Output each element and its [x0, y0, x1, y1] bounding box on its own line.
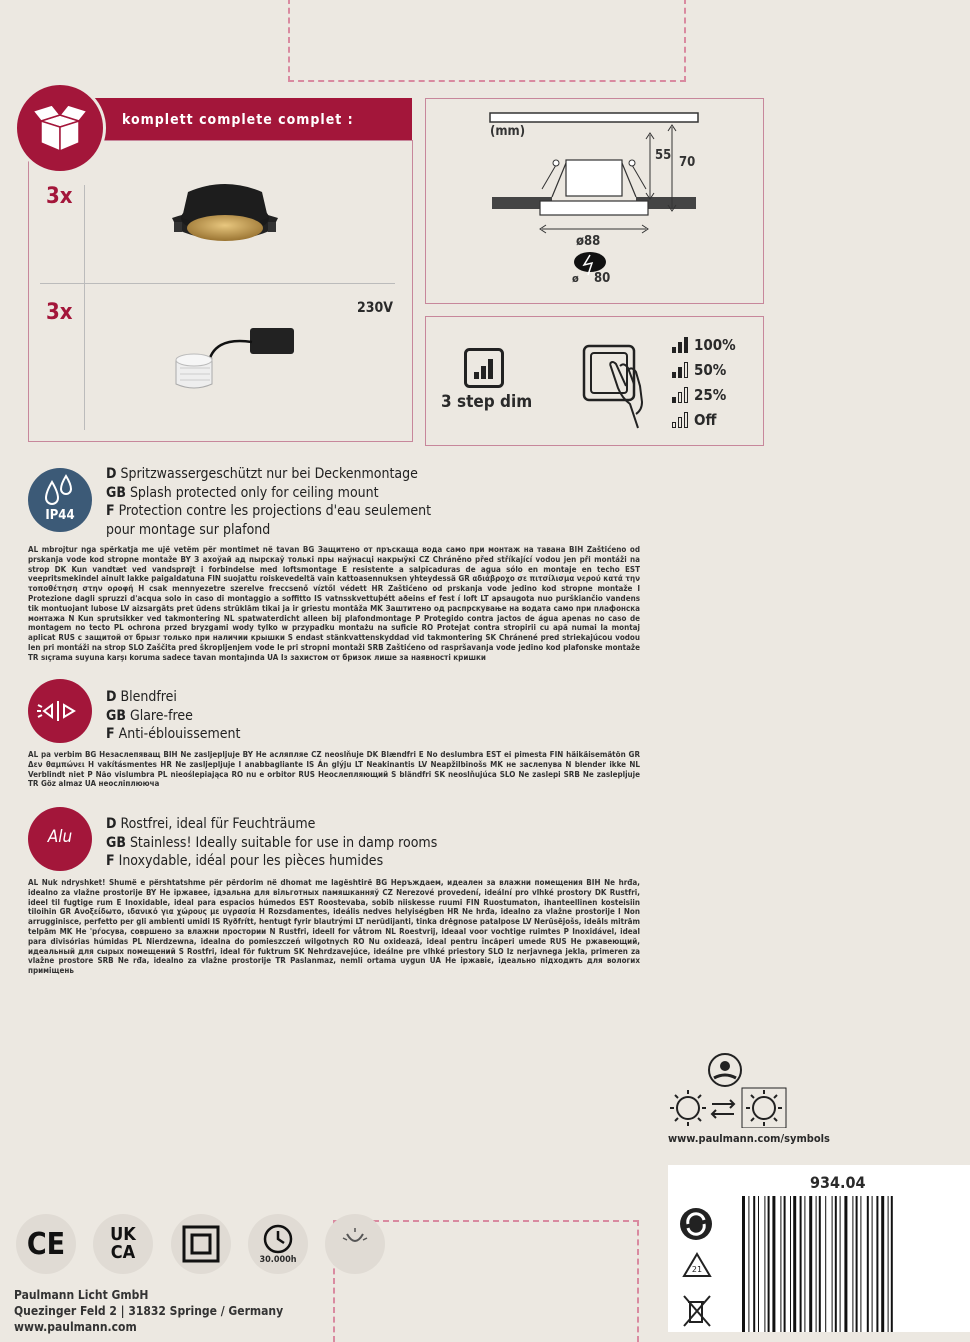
barcode-bar [876, 1196, 878, 1332]
feature-line: D Rostfrei, ideal für Feuchträume [106, 816, 316, 832]
barcode-bar [784, 1196, 786, 1332]
barcode-bar [872, 1196, 873, 1332]
barcode-bar [809, 1196, 812, 1332]
feature-line: GB Stainless! Ideally suitable for use in damp rooms [106, 834, 438, 851]
barcode-bar [825, 1196, 826, 1332]
barcode-bar [840, 1196, 841, 1332]
barcode-bar [832, 1196, 833, 1332]
recycle-pap21-icon [680, 1250, 714, 1288]
feature-glare-text [106, 688, 240, 744]
dim-level-25 [672, 386, 726, 404]
barcode-bar [852, 1196, 853, 1332]
barcode-bar [867, 1196, 869, 1332]
feature-line: F Inoxydable, idéal pour les pièces humides [106, 853, 384, 869]
article-number: 934.04 [810, 1173, 866, 1192]
feature-alu-translations: AL Nuk ndryshket! Shumë e përshtatshme për përdorim në dhomat me lagështirë BG Неръждаем, идеален за влажни помещения BIH Ne hrđa, idealno za vlažne prostorije BY Не іржавее, ідэальна для вільготных памяшканняў CZ Nerezové provedení, ideální pro vlhké prostory DK Rustfri, ideel til fugtige rum E Inoxidable, ideal para espacios húmedos EST Roostevaba, sobib niiskesse ruumi FIN Ruostumaton, ihanteellinen kosteisiin tiloihin GR Ανοξείδωτο, ιδανικό για χώρους με υγρασία H Rozsdamentes, ideális nedves helyiségben HR Ne hrđa, idealno za vlažne prostorije I Non arrugginisce, perfetto per gli ambienti umidi IS Ryðfrítt, hentugt fyrir blautrými LT nerūdijanti, tinka drėgnose patalpose LV Nerūsējošs, ideāls mitrām telpām MK Не 'рѓосува, совршено за влажни простории N Rustfri, ideell for våtrom NL Roestvrij, ideaal voor vochtige ruimtes P Inoxidável, ideal para divisórias húmidas PL Nierdzewna, idealna do pomieszczeń wilgotnych RO Nu oxidează, ideal pentru încăperi umede RUS Не ржавеющий, идеальный для сырых помещений S Rostfri, ideal för fuktrum SK Nehrdzavejúce, ideálne pre vlhké priestory SLO Iz nerjavnega jekla, primeren za vlažne prostore SRB Ne rđa, idealno za vlažne prostorije TR Paslanmaz, nemli ortama uygun UA Не іржавіє, ідеально підходить для вологих приміщень [28, 878, 640, 976]
glare-free-icon [28, 679, 92, 743]
company-name: Paulmann Licht GmbH [14, 1288, 149, 1302]
barcode-bar [816, 1196, 817, 1332]
dim-label: 3 step dim [441, 392, 533, 412]
light-icon [325, 1214, 385, 1274]
barcode-bar [804, 1196, 805, 1332]
feature-line: GB Glare-free [106, 707, 193, 724]
svg-text:21: 21 [691, 1265, 703, 1274]
barcode-bar [856, 1196, 858, 1332]
barcode-bar [764, 1196, 765, 1332]
barcode-bar [772, 1196, 775, 1332]
company-info [14, 1287, 283, 1335]
barcode-bar [780, 1196, 781, 1332]
package-icon [14, 82, 106, 174]
ip44-icon [28, 468, 92, 532]
feature-alu-text [106, 815, 437, 871]
barcode-bar [800, 1196, 802, 1332]
dimension-height-inner: 55 [655, 148, 672, 163]
dim-level-label: 100% [694, 336, 736, 354]
contents-divider-vertical [84, 185, 85, 430]
bars-3-icon [672, 337, 688, 353]
company-web[interactable]: www.paulmann.com [14, 1320, 137, 1334]
dimension-unit: (mm) [490, 124, 526, 139]
feature-ip44-translations: AL mbrojtur nga spërkatja me ujë vetëm për montimet në tavan BG Защитено от пръскаща вода само при монтаж на тавана BIH Zaštićeno od prskanja vode kod stropne montaže BY З ахоўай ад пырскаў толькі пры наўнасці накрыўкі CZ Chráněno před stříkající vodou jen při montáži na strop DK Kun vandtæt ved vandsprøjt i forbindelse med loftsmontage E resistente a salpicaduras de agua sólo en montaje en techo EST veepritsmekindel ainult lakke paigaldatuna FIN suojattu roiskevedeltä vain kattoasennuksen yhteydessä GR αδιάβροχο σε πιτσίλισμα νερού κατά την τοποθέτηση στην οροφή H csak mennyezetre szerelve freccsenő víztől védett HR Zaštićeno od prskanja vode jedino kod stropne montaže I Protezione dagli spruzzi d'acqua solo in caso di montaggio a soffitto IS vatnsskvettuþétt aðeins ef fest í loft LT apsaugota nuo purškiančio vandens tik montuojant lubose LV aizsargāts pret ūdens strūklām tikai ja ir griestu montāža MK Заштитено од распрскување на водата само при плафонска монтажа N Kun sprutsikker ved takmontering NL spatwaterdicht alleen bij plafondmontage P Protegido contra jactos de água apenas no caso de montagem no tecto PL ochrona przed bryzgami wody tylko w przypadku montażu na suficie RO Protejat contra stropirii cu apă numai la montaj aplicat RUS с защитой от брызг только при наличии крышки S endast stänkvattenskyddad vid takmontering SK Chránené pred striekajúcou vodou len pri montáži na strop SLO Zaščita pred škropljenjem vode le pri stropni montaži SRB Zaštićeno od raspršavanja vode jedino kod plafonske montaže TR sıçrama suyuna karşı koruma sadece tavan montajında UA Із захистом от бризок лише за наявності кришки [28, 545, 640, 662]
barcode-bar [768, 1196, 770, 1332]
feature-line: D Blendfrei [106, 689, 177, 705]
dimension-height-outer: 70 [679, 155, 696, 170]
barcode-bar [888, 1196, 889, 1332]
dieline-top [288, 0, 686, 82]
bars-1-icon [672, 387, 688, 403]
feature-line: GB Splash protected only for ceiling mount [106, 484, 379, 501]
ukca-mark: UK CA [93, 1214, 153, 1274]
feature-ip44-text [106, 465, 431, 539]
barcode-bar [860, 1196, 861, 1332]
barcode-bar [844, 1196, 847, 1332]
item-qty-module: 3x [46, 300, 73, 325]
feature-line: pour montage sur plafond [106, 521, 271, 538]
feature-line: D Spritzwassergeschützt nur bei Deckenmontage [106, 466, 418, 482]
protection-class-icon [171, 1214, 231, 1274]
light-color-symbols [668, 1052, 798, 1132]
contents-divider-horizontal [40, 283, 395, 284]
contents-title: komplett complete complet : [122, 112, 354, 128]
clock-icon [262, 1223, 294, 1255]
barcode-bar [881, 1196, 884, 1332]
lifetime-label: 30.000h [259, 1255, 297, 1265]
dim-level-off [672, 411, 716, 429]
barcode [742, 1196, 938, 1336]
bars-0-icon [672, 412, 688, 428]
barcode-bar [819, 1196, 821, 1332]
ip-rating-label: IP44 [45, 508, 75, 523]
alu-label: Alu [47, 827, 73, 847]
ce-mark: CE [16, 1214, 76, 1274]
barcode-bar [790, 1196, 791, 1332]
symbols-url[interactable]: www.paulmann.com/symbols [668, 1132, 830, 1145]
barcode-bar [793, 1196, 796, 1332]
bars-2-icon [672, 362, 688, 378]
barcode-bar [891, 1196, 893, 1332]
barcode-bar [742, 1196, 745, 1332]
dim-level-50 [672, 361, 726, 379]
dim-level-label: 50% [694, 361, 727, 379]
feature-line: F Anti-éblouissement [106, 726, 241, 742]
recessed-luminaire-image [160, 170, 290, 259]
dimension-diameter: ø88 [576, 234, 601, 249]
weee-bin-icon [682, 1294, 712, 1332]
dimension-cutout: 80 [594, 271, 611, 286]
barcode-bar [835, 1196, 837, 1332]
cutout-symbol: ø [572, 272, 579, 285]
feature-line: F Protection contre les projections d'eau seulement [106, 503, 432, 519]
barcode-bar [753, 1196, 755, 1332]
wall-switch-hand-icon [582, 344, 654, 438]
green-dot-icon [678, 1206, 714, 1246]
lifetime-icon [248, 1214, 308, 1274]
item-qty-luminaire: 3x [46, 184, 73, 209]
dim-level-label: 25% [694, 386, 727, 404]
voltage-label: 230V [357, 300, 394, 316]
dim-level-100 [672, 336, 736, 354]
led-module-image [172, 322, 302, 401]
barcode-bar [758, 1196, 759, 1332]
aluminium-icon [28, 807, 92, 871]
company-address: Quezinger Feld 2 | 31832 Springe / Germany [14, 1304, 284, 1318]
feature-glare-translations: AL pa verbim BG Незаслепяващ BIH Ne zasljepljuje BY Не асляпляе CZ neoslňuje DK Blændfri E No deslumbra EST ei pimesta FIN häikäisemätön GR Δεν θαμπώνει H vakításmentes HR Ne zasljepljuje I anabbagliante IS Án glýju LT Neakinantis LV Neapžilbinošs MK не заслепува N blender ikke NL Verblindt niet P Não vislumbra PL nieoślepiająca RO nu e orbitor RUS Неослепляющий S bländfri SK neoslňujúca SLO Ne zaslepi SRB Ne zasleplјuje TR Göz almaz UA неосліплююча [28, 750, 640, 789]
barcode-bar [748, 1196, 749, 1332]
dim-level-label: Off [694, 411, 717, 429]
dim-steps-icon [464, 348, 504, 392]
